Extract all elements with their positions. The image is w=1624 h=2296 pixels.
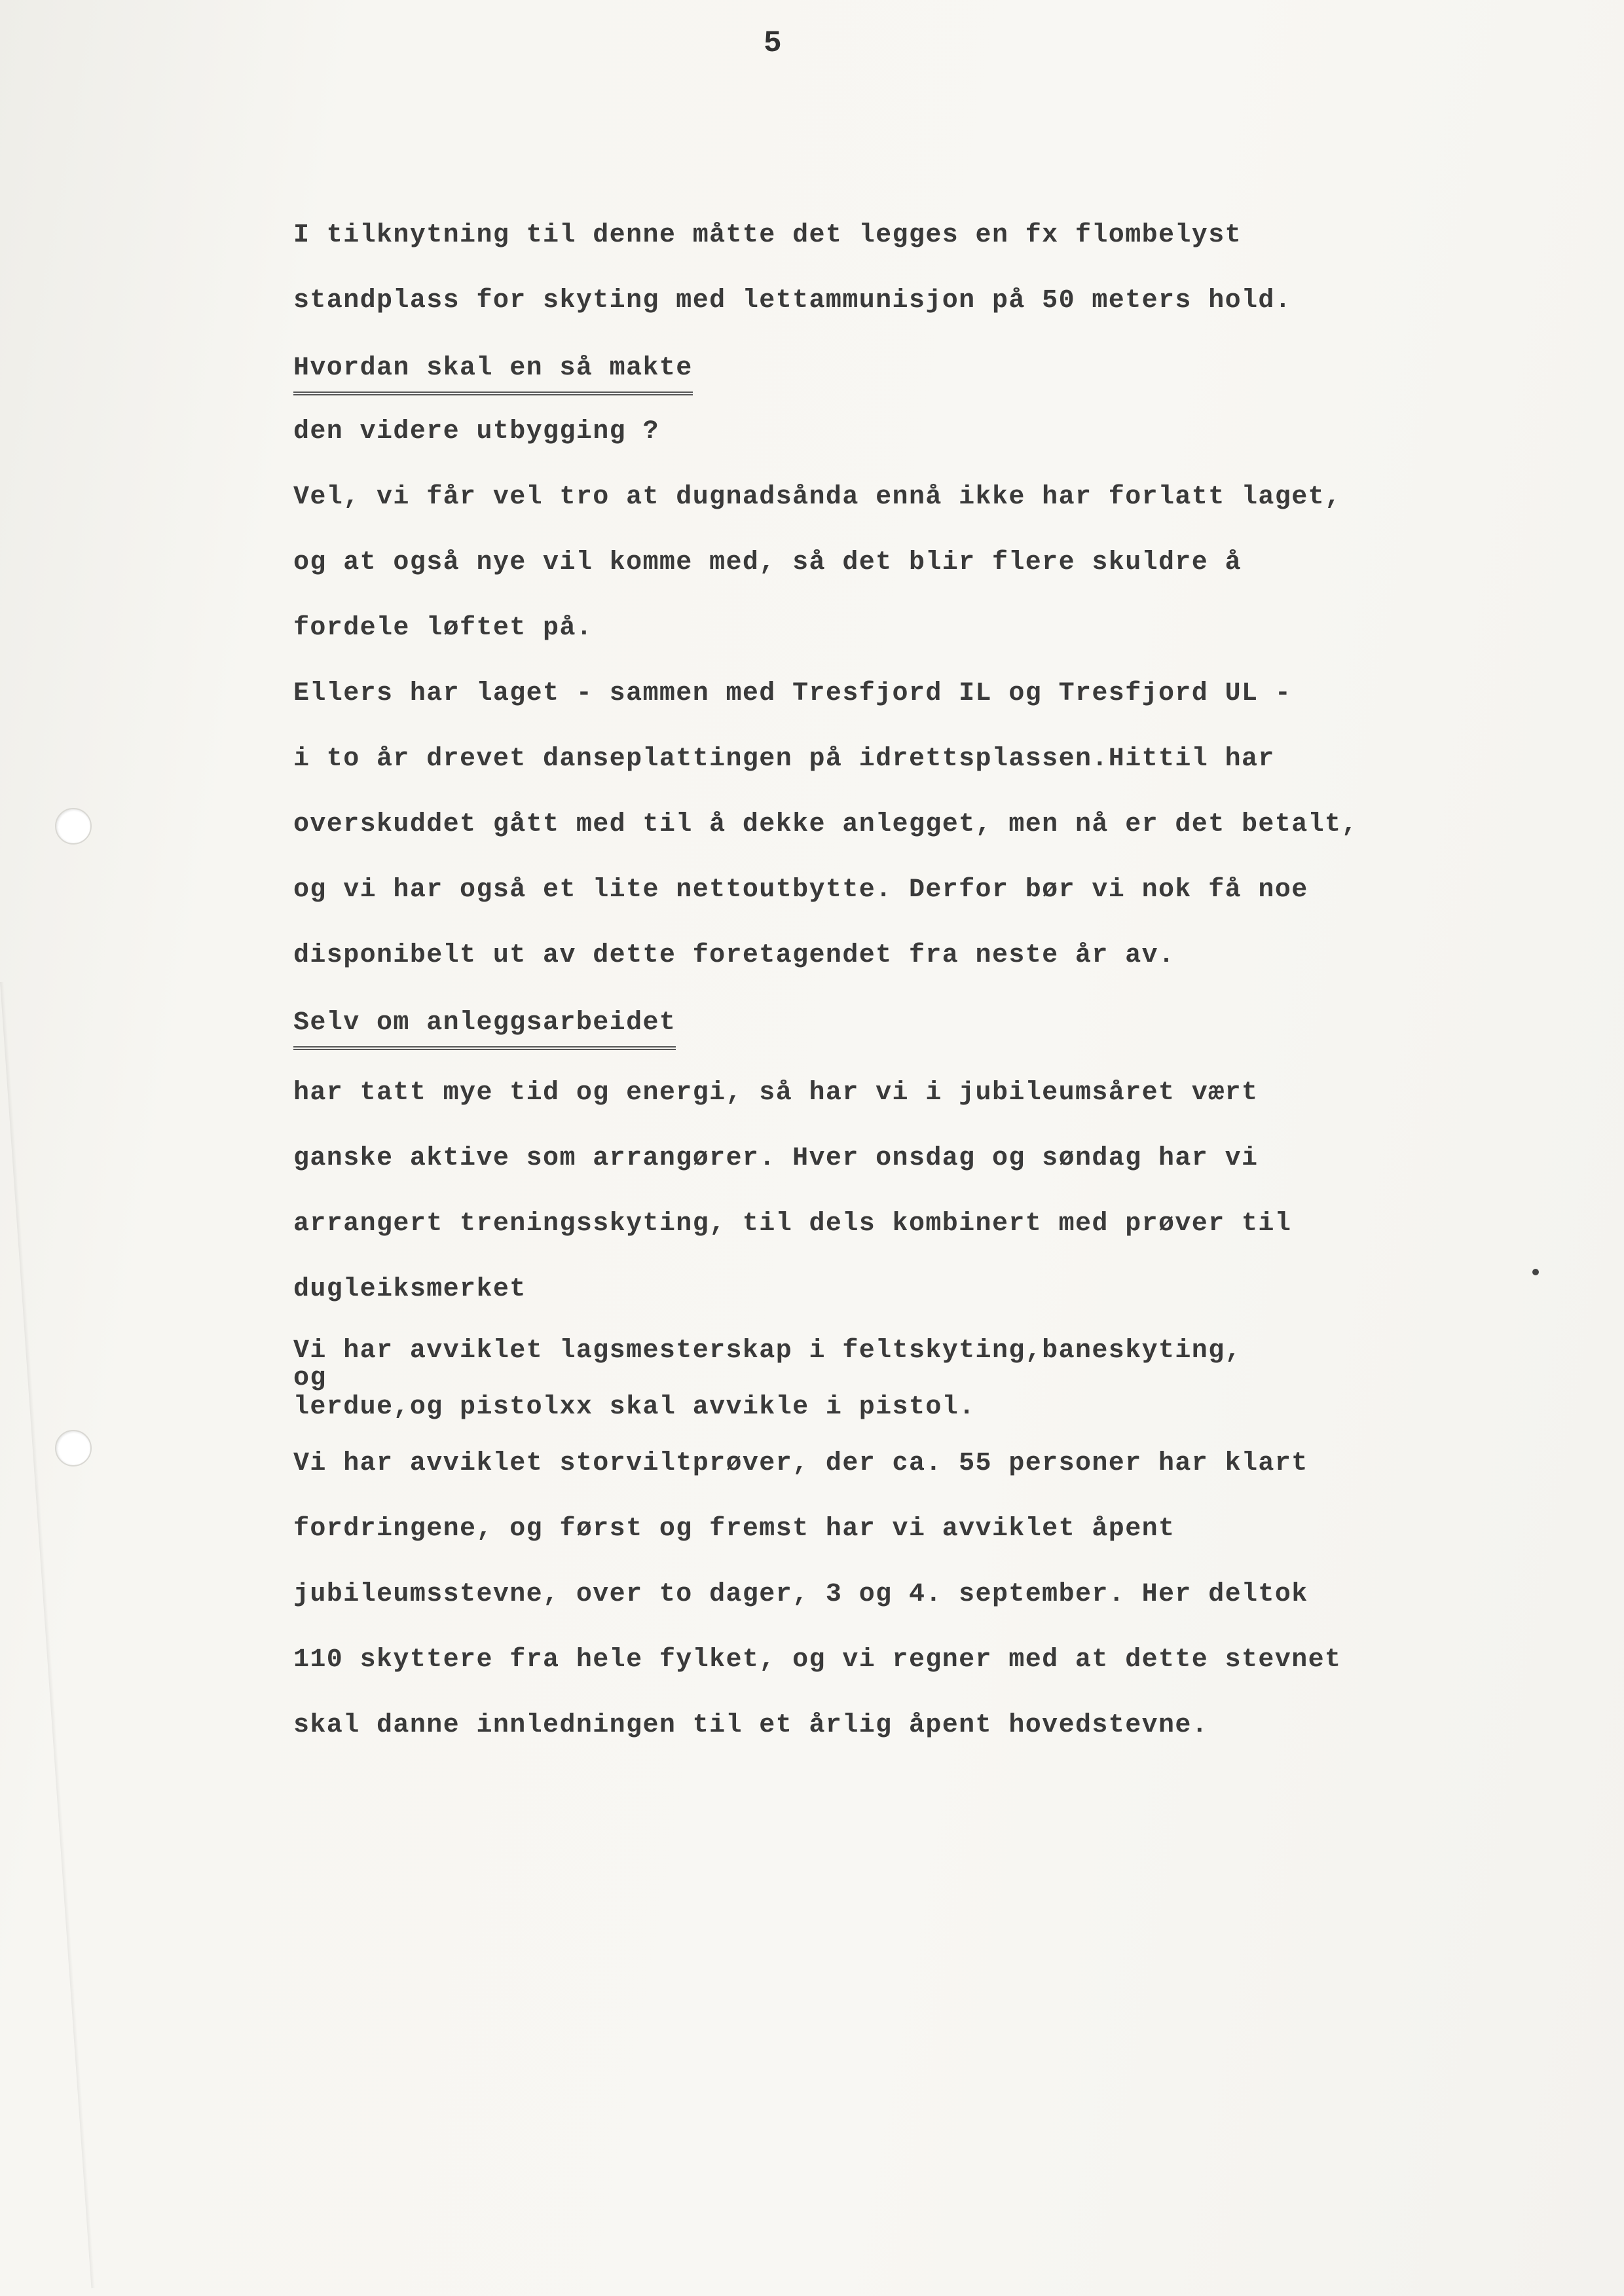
text-line: I tilknytning til denne måtte det legges en fx flombelyst: [293, 221, 1242, 250]
text-line: Ellers har laget - sammen med Tresfjord IL og Tresfjord UL -: [293, 679, 1292, 708]
text-line: og vi har også et lite nettoutbytte. Derfor bør vi nok få noe: [293, 875, 1308, 905]
document-body: [293, 203, 1577, 1758]
text-line: Vel, vi får vel tro at dugnadsånda ennå ikke har forlatt laget,: [293, 483, 1342, 512]
text-line: fordringene, og først og fremst har vi avviklet åpent: [293, 1514, 1175, 1544]
text-line: skal danne innledningen til et årlig åpent hovedstevne.: [293, 1711, 1209, 1740]
text-line: i to år drevet danseplattingen på idrettsplassen.Hittil har: [293, 744, 1275, 774]
punch-hole-upper: [55, 808, 92, 845]
text-line: overskuddet gått med til å dekke anlegget, men nå er det betalt,: [293, 810, 1358, 839]
text-line: fordele løftet på.: [293, 613, 593, 643]
text-line: Vi har avviklet lagsmesterskap i feltskyting,baneskyting,: [293, 1336, 1242, 1366]
text-line: jubileumsstevne, over to dager, 3 og 4. september. Her deltok: [293, 1580, 1308, 1609]
margin-dot: [1532, 1269, 1539, 1275]
text-line: disponibelt ut av dette foretagendet fra neste år av.: [293, 941, 1175, 970]
heading-row: [293, 334, 1577, 399]
text-line: har tatt mye tid og energi, så har vi i jubileumsåret vært: [293, 1078, 1259, 1108]
paper-fold: [0, 982, 95, 2289]
text-line: 110 skyttere fra hele fylket, og vi regner med at dette stevnet: [293, 1645, 1342, 1675]
heading-row: [293, 989, 1577, 1054]
text-line: den videre utbygging ?: [293, 417, 659, 446]
page-number: 5: [764, 26, 782, 60]
text-line: standplass for skyting med lettammunisjon på 50 meters hold.: [293, 286, 1292, 316]
text-line: ganske aktive som arrangører. Hver onsdag og søndag har vi: [293, 1144, 1259, 1173]
text-line: og: [293, 1364, 327, 1393]
text-line: og at også nye vil komme med, så det blir flere skuldre å: [293, 548, 1242, 577]
punch-hole-lower: [55, 1430, 92, 1467]
text-line: lerdue,og pistolxx skal avvikle i pistol.: [293, 1393, 976, 1422]
section-heading: Selv om anleggsarbeidet: [293, 1000, 676, 1050]
section-heading: Hvordan skal en så makte: [293, 346, 693, 395]
text-line: arrangert treningsskyting, til dels kombinert med prøver til: [293, 1209, 1292, 1239]
text-line: Vi har avviklet storviltprøver, der ca. 55 personer har klart: [293, 1449, 1308, 1478]
text-line: dugleiksmerket: [293, 1275, 526, 1304]
